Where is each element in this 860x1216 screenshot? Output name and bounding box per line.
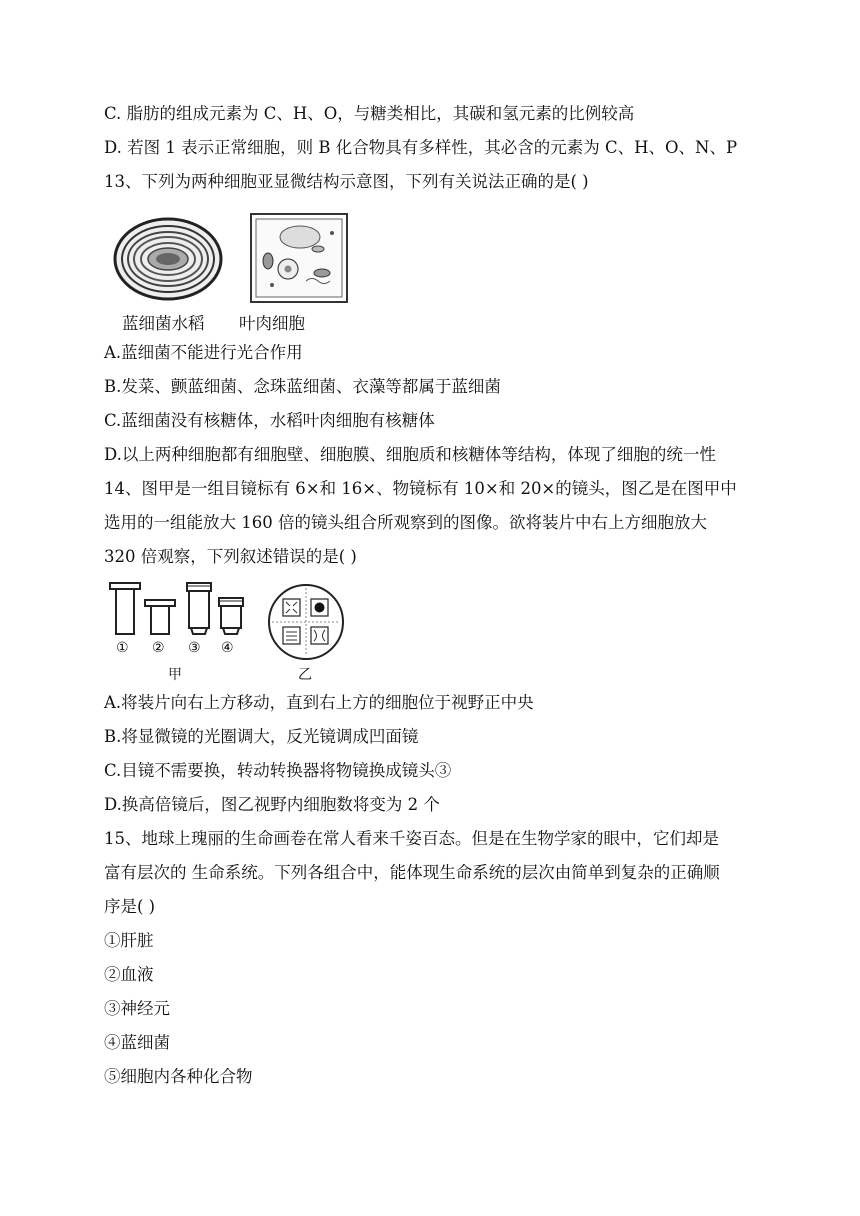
q12-option-d: D. 若图 1 表示正常细胞，则 B 化合物具有多样性，其必含的元素为 C、H、O、N、P — [104, 138, 738, 157]
q13-option-a: A.蓝细菌不能进行光合作用 — [104, 343, 303, 362]
lens-label-4: ④ — [221, 640, 234, 656]
q13-option-b: B.发菜、颤蓝细菌、念珠蓝细菌、衣藻等都属于蓝细菌 — [104, 377, 501, 396]
q14-option-a: A.将装片向右上方移动，直到右上方的细胞位于视野正中央 — [104, 693, 534, 712]
q14-option-b: B.将显微镜的光圈调大，反光镜调成凹面镜 — [104, 727, 419, 746]
mesophyll-caption: 叶肉细胞 — [239, 314, 305, 333]
q12-option-c: C. 脂肪的组成元素为 C、H、O，与糖类相比，其碳和氢元素的比例较高 — [104, 104, 635, 123]
q15-stem-line-3: 序是( ) — [104, 897, 156, 916]
q14-stem-line-2: 选用的一组能放大 160 倍的镜头组合所观察到的图像。欲将装片中右上方细胞放大 — [104, 513, 707, 532]
lens-label-2: ② — [152, 640, 165, 656]
q13-stem: 13、下列为两种细胞亚显微结构示意图，下列有关说法正确的是( ) — [104, 172, 589, 191]
q14-option-d: D.换高倍镜后，图乙视野内细胞数将变为 2 个 — [104, 795, 440, 814]
lens-label-3: ③ — [188, 640, 201, 656]
q15-item-2: ②血液 — [104, 965, 154, 984]
lens-label-1: ① — [116, 640, 129, 656]
lens-2-icon — [145, 600, 175, 634]
q14-stem-line-3: 320 倍观察，下列叙述错误的是( ) — [104, 547, 357, 566]
lens-3-icon — [187, 583, 211, 634]
lens-set-figure — [108, 580, 248, 640]
lens-4-icon — [219, 598, 243, 634]
microscope-field-of-view — [266, 582, 346, 662]
q15-stem-line-2: 富有层次的 生命系统。下列各组合中，能体现生命系统的层次由简单到复杂的正确顺 — [104, 863, 720, 882]
q14-option-c: C.目镜不需要换，转动转换器将物镜换成镜头③ — [104, 761, 452, 780]
q13-option-c: C.蓝细菌没有核糖体，水稻叶肉细胞有核糖体 — [104, 411, 435, 430]
q13-option-d: D.以上两种细胞都有细胞壁、细胞膜、细胞质和核糖体等结构，体现了细胞的统一性 — [104, 445, 716, 464]
q15-stem-line-1: 15、地球上瑰丽的生命画卷在常人看来千姿百态。但是在生物学家的眼中，它们却是 — [104, 829, 719, 848]
q15-item-3: ③神经元 — [104, 999, 170, 1018]
leaf-mesophyll-cell-figure — [248, 211, 350, 305]
lens-1-icon — [110, 583, 140, 634]
q15-item-4: ④蓝细菌 — [104, 1033, 170, 1052]
figure-b-label: 乙 — [298, 667, 312, 683]
cyanobacteria-figure — [112, 214, 224, 304]
cyanobacteria-caption: 蓝细菌水稻 — [122, 314, 205, 333]
q15-item-1: ①肝脏 — [104, 931, 154, 950]
q15-item-5: ⑤细胞内各种化合物 — [104, 1067, 253, 1086]
q14-stem-line-1: 14、图甲是一组目镜标有 6×和 16×、物镜标有 10×和 20×的镜头，图乙是在图甲中 — [104, 479, 737, 498]
figure-a-label: 甲 — [168, 667, 182, 683]
